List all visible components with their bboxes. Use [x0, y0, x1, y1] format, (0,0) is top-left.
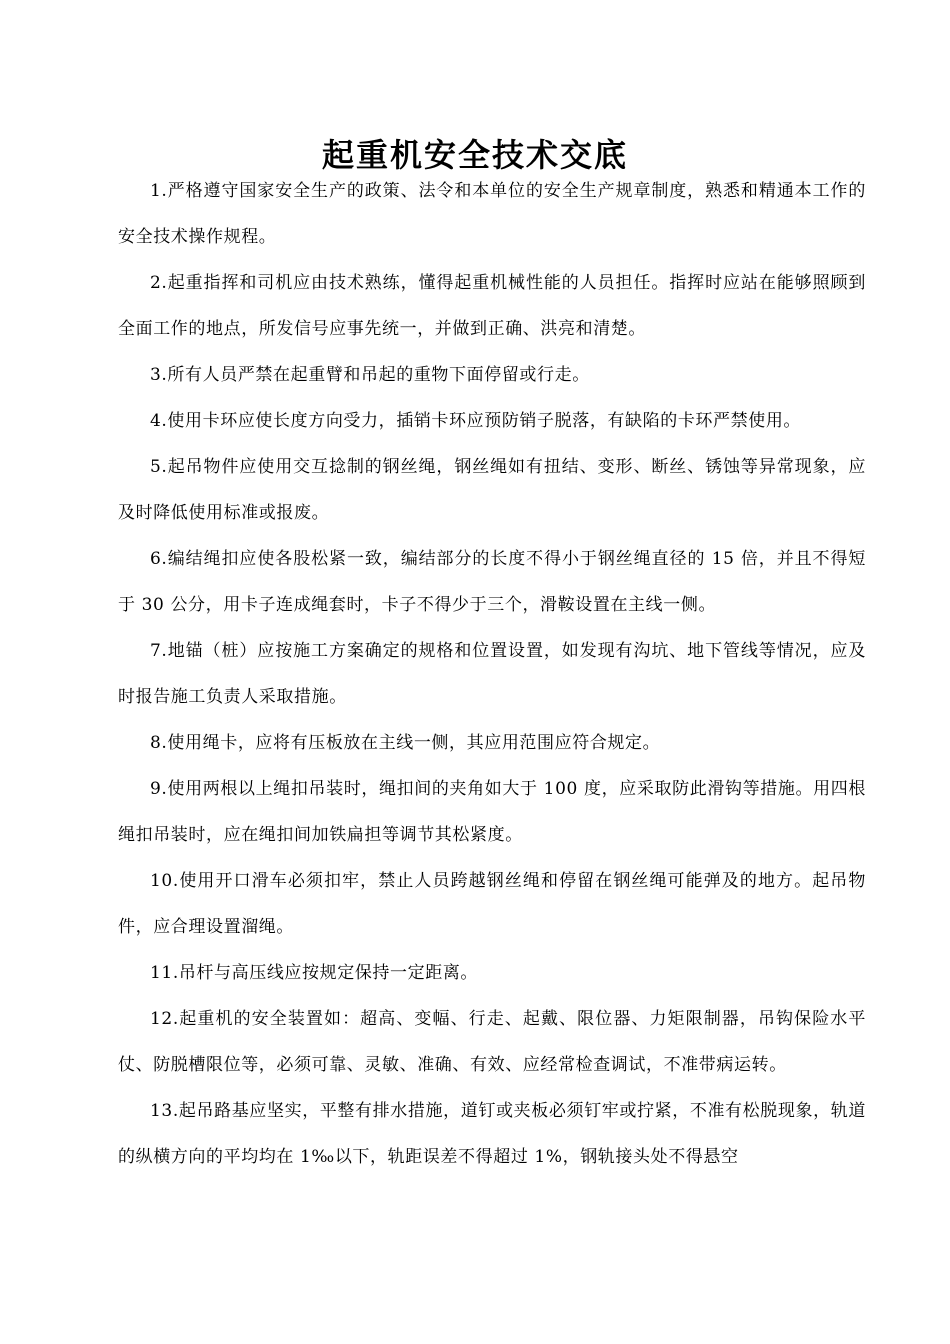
paragraph-13: 13.起吊路基应坚实，平整有排水措施，道钉或夹板必须钉牢或拧紧，不准有松脱现象，轨道的纵横方向的平均均在 1‰以下，轨距误差不得超过 1%，钢轨接头处不得悬空 [118, 1101, 866, 1167]
paragraph-12: 12.起重机的安全装置如：超高、变幅、行走、起戴、限位器、力矩限制器，吊钩保险水平仗、防脱槽限位等，必须可靠、灵敏、准确、有效、应经常检查调试，不准带病运转。 [118, 1009, 866, 1075]
paragraph-9: 9.使用两根以上绳扣吊装时，绳扣间的夹角如大于 100 度，应采取防此滑钩等措施。用四根绳扣吊装时，应在绳扣间加铁扁担等调节其松紧度。 [118, 779, 866, 845]
paragraph-8: 8.使用绳卡，应将有压板放在主线一侧，其应用范围应符合规定。 [150, 733, 661, 753]
paragraph-11: 11.吊杆与高压线应按规定保持一定距离。 [150, 963, 479, 983]
paragraph-5: 5.起吊物件应使用交互捻制的钢丝绳，钢丝绳如有扭结、变形、断丝、锈蚀等异常现象，应及时降低使用标准或报废。 [118, 457, 866, 523]
paragraph-6: 6.编结绳扣应使各股松紧一致，编结部分的长度不得小于钢丝绳直径的 15 倍，并且不得短于 30 公分，用卡子连成绳套时，卡子不得少于三个，滑鞍设置在主线一侧。 [118, 549, 866, 615]
document-title: 起重机安全技术交底 [321, 136, 628, 175]
paragraph-7: 7.地锚（桩）应按施工方案确定的规格和位置设置，如发现有沟坑、地下管线等情况，应及时报告施工负责人采取措施。 [118, 641, 866, 707]
paragraph-10: 10.使用开口滑车必须扣牢，禁止人员跨越钢丝绳和停留在钢丝绳可能弹及的地方。起吊物件，应合理设置溜绳。 [118, 871, 866, 937]
document-body [118, 168, 866, 1180]
paragraph-1: 1.严格遵守国家安全生产的政策、法令和本单位的安全生产规章制度，熟悉和精通本工作的安全技术操作规程。 [118, 181, 866, 247]
paragraph-2: 2.起重指挥和司机应由技术熟练，懂得起重机械性能的人员担任。指挥时应站在能够照顾到全面工作的地点，所发信号应事先统一，并做到正确、洪亮和清楚。 [118, 273, 866, 339]
paragraph-4: 4.使用卡环应使长度方向受力，插销卡环应预防销子脱落，有缺陷的卡环严禁使用。 [150, 411, 802, 431]
paragraph-3: 3.所有人员严禁在起重臂和吊起的重物下面停留或行走。 [150, 365, 590, 385]
